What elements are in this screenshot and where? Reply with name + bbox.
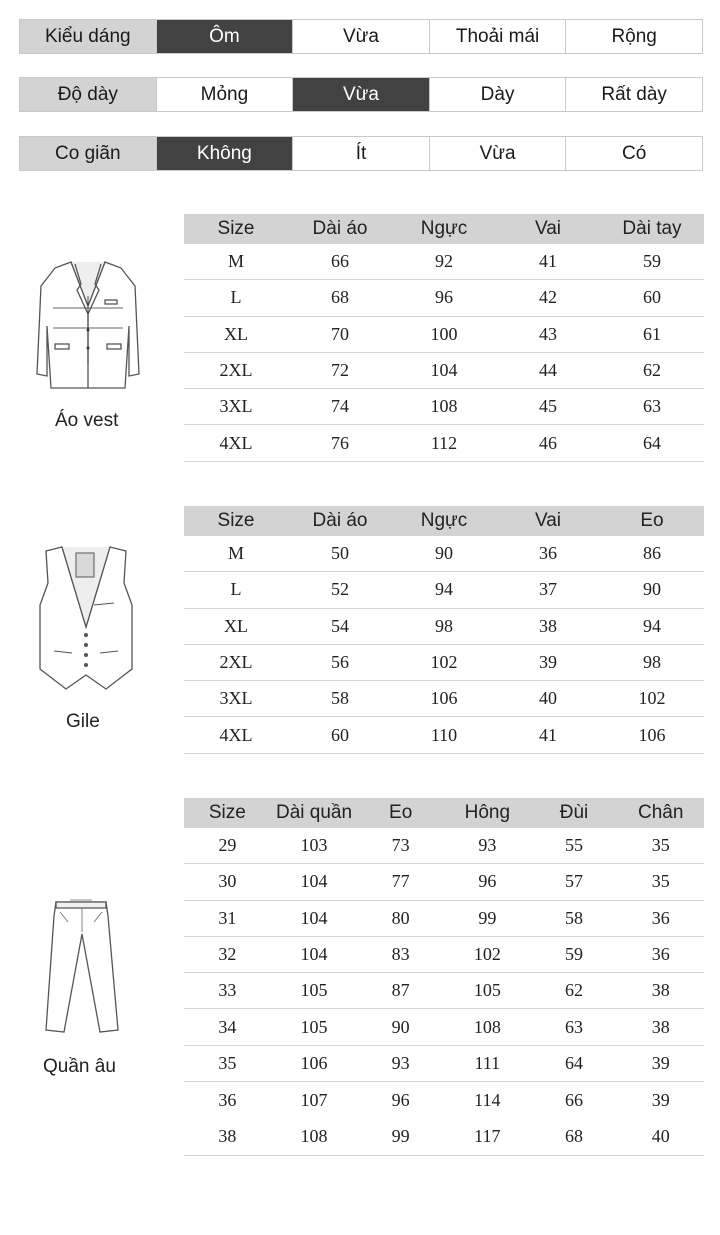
table-row xyxy=(184,681,704,717)
table-cell: 46 xyxy=(539,432,557,453)
table-cell: 111 xyxy=(474,1052,501,1073)
option-cell[interactable]: Có xyxy=(565,137,702,170)
header-cell: Chân xyxy=(637,802,684,823)
table-cell: 38 xyxy=(539,615,557,636)
table-cell: 41 xyxy=(539,724,557,745)
header-cell: Eo xyxy=(640,510,664,531)
table-cell: 96 xyxy=(435,287,453,308)
table-cell: 4XL xyxy=(219,724,253,745)
table-cell: 74 xyxy=(331,396,349,417)
table-row xyxy=(184,973,704,1009)
table-cell: 32 xyxy=(218,944,237,965)
table-row xyxy=(184,901,704,937)
table-row xyxy=(184,244,704,280)
table-cell: 108 xyxy=(300,1126,328,1147)
table-cell: 94 xyxy=(435,579,453,600)
header-cell: Ngực xyxy=(420,510,468,531)
table-cell: 72 xyxy=(331,360,349,381)
header-cell: Hông xyxy=(464,802,511,823)
table-cell: 60 xyxy=(643,287,661,308)
table-row xyxy=(184,317,704,353)
table-cell: 55 xyxy=(565,835,584,856)
table-cell: 36 xyxy=(539,543,557,564)
table-cell: 38 xyxy=(218,1126,237,1147)
table-cell: 87 xyxy=(391,980,410,1001)
table-row xyxy=(184,645,704,681)
table-cell: 73 xyxy=(391,835,410,856)
table-cell: 104 xyxy=(300,944,328,965)
table-cell: M xyxy=(227,543,244,564)
table-cell: 41 xyxy=(539,251,557,272)
gile-caption: Gile xyxy=(66,711,100,732)
table-row xyxy=(184,717,704,753)
header-cell: Đùi xyxy=(559,802,589,823)
table-row xyxy=(184,1046,704,1082)
table-row xyxy=(184,1118,704,1154)
table-header xyxy=(184,798,704,828)
option-cell[interactable]: Ôm xyxy=(156,20,293,53)
table-header xyxy=(184,214,704,244)
table-cell: 104 xyxy=(300,907,328,928)
attribute-label: Co giãn xyxy=(20,137,156,170)
table-cell: 64 xyxy=(565,1052,584,1073)
table-cell: 45 xyxy=(539,396,557,417)
table-cell: 50 xyxy=(331,543,349,564)
attribute-row-fit xyxy=(19,19,703,54)
table-cell: 3XL xyxy=(219,396,253,417)
header-cell: Size xyxy=(208,802,246,823)
table-cell: 31 xyxy=(218,907,237,928)
header-cell: Dài tay xyxy=(622,218,682,239)
table-cell: 36 xyxy=(651,907,670,928)
table-cell: 107 xyxy=(300,1089,328,1110)
table-cell: 4XL xyxy=(219,432,253,453)
attribute-row-stretch xyxy=(19,136,703,171)
attribute-label: Kiểu dáng xyxy=(20,20,156,53)
header-cell: Ngực xyxy=(420,218,468,239)
table-cell: 80 xyxy=(391,907,410,928)
table-row xyxy=(184,280,704,316)
table-cell: 2XL xyxy=(219,652,253,673)
attribute-row-thickness xyxy=(19,77,703,112)
pants-size-table xyxy=(184,798,704,1156)
table-cell: L xyxy=(230,287,242,308)
table-cell: 90 xyxy=(435,543,453,564)
table-cell: 39 xyxy=(651,1052,670,1073)
table-cell: 114 xyxy=(474,1089,501,1110)
table-cell: 102 xyxy=(473,944,501,965)
table-cell: 117 xyxy=(474,1126,501,1147)
table-cell: 68 xyxy=(331,287,349,308)
table-cell: XL xyxy=(224,323,248,344)
table-cell: 108 xyxy=(430,396,458,417)
table-cell: 62 xyxy=(565,980,584,1001)
table-cell: 63 xyxy=(643,396,661,417)
table-cell: 29 xyxy=(218,835,237,856)
table-cell: 36 xyxy=(218,1089,237,1110)
table-cell: 76 xyxy=(331,432,349,453)
table-cell: 40 xyxy=(651,1126,670,1147)
table-cell: 63 xyxy=(565,1016,584,1037)
table-cell: 105 xyxy=(473,980,501,1001)
table-cell: 106 xyxy=(300,1052,328,1073)
table-cell: 110 xyxy=(430,724,458,745)
table-cell: 90 xyxy=(391,1016,410,1037)
table-cell: 106 xyxy=(430,688,458,709)
table-cell: 36 xyxy=(651,944,670,965)
table-cell: 37 xyxy=(539,579,557,600)
table-cell: 70 xyxy=(331,323,349,344)
table-row xyxy=(184,389,704,425)
table-cell: 77 xyxy=(391,871,410,892)
table-cell: 83 xyxy=(391,944,410,965)
table-cell: 43 xyxy=(539,323,557,344)
table-cell: 54 xyxy=(331,615,349,636)
waistcoat-icon xyxy=(36,543,136,693)
table-row xyxy=(184,937,704,973)
table-cell: 66 xyxy=(565,1089,584,1110)
table-cell: 61 xyxy=(643,323,661,344)
table-row xyxy=(184,425,704,461)
vest-size-table xyxy=(184,214,704,462)
option-cell[interactable]: Vừa xyxy=(429,137,566,170)
table-cell: 42 xyxy=(539,287,557,308)
table-cell: 105 xyxy=(300,980,328,1001)
table-cell: 52 xyxy=(331,579,349,600)
table-cell: 90 xyxy=(643,579,661,600)
table-cell: L xyxy=(230,579,242,600)
table-cell: 66 xyxy=(331,251,349,272)
table-cell: XL xyxy=(224,615,248,636)
table-cell: 99 xyxy=(391,1126,410,1147)
table-cell: 98 xyxy=(435,615,453,636)
option-cell[interactable]: Rộng xyxy=(565,20,702,53)
table-cell: 3XL xyxy=(219,688,253,709)
vest-caption: Áo vest xyxy=(55,410,119,431)
gile-size-table xyxy=(184,506,704,754)
table-cell: 100 xyxy=(430,323,458,344)
table-cell: 103 xyxy=(300,835,328,856)
option-cell[interactable]: Dày xyxy=(429,78,566,111)
table-cell: 58 xyxy=(331,688,349,709)
table-row xyxy=(184,572,704,608)
pants-caption: Quần âu xyxy=(43,1056,116,1077)
option-cell[interactable]: Không xyxy=(156,137,293,170)
table-cell: 98 xyxy=(643,652,661,673)
table-cell: 2XL xyxy=(219,360,253,381)
table-cell: 96 xyxy=(478,871,497,892)
table-cell: 35 xyxy=(218,1052,237,1073)
table-cell: 60 xyxy=(331,724,349,745)
table-cell: 102 xyxy=(638,688,666,709)
table-row xyxy=(184,353,704,389)
table-cell: 62 xyxy=(643,360,661,381)
header-cell: Dài áo xyxy=(312,510,368,531)
table-cell: 68 xyxy=(565,1126,584,1147)
table-cell: 35 xyxy=(651,871,670,892)
header-cell: Eo xyxy=(389,802,413,823)
option-cell[interactable]: Mỏng xyxy=(156,78,293,111)
header-cell: Vai xyxy=(534,510,562,531)
table-header xyxy=(184,506,704,536)
table-cell: 44 xyxy=(539,360,557,381)
table-cell: 59 xyxy=(643,251,661,272)
option-cell[interactable]: Vừa xyxy=(292,20,429,53)
table-row xyxy=(184,828,704,864)
option-cell[interactable]: Rất dày xyxy=(565,78,702,111)
table-cell: 86 xyxy=(643,543,661,564)
table-cell: 39 xyxy=(651,1089,670,1110)
suit-jacket-icon xyxy=(33,256,143,396)
table-cell: 38 xyxy=(651,980,670,1001)
table-cell: 94 xyxy=(643,615,661,636)
table-cell: M xyxy=(227,251,244,272)
header-cell: Vai xyxy=(534,218,562,239)
table-cell: 105 xyxy=(300,1016,328,1037)
table-row xyxy=(184,609,704,645)
option-cell[interactable]: Thoải mái xyxy=(429,20,566,53)
table-cell: 33 xyxy=(218,980,237,1001)
header-cell: Size xyxy=(217,218,255,239)
table-cell: 96 xyxy=(391,1089,410,1110)
table-cell: 38 xyxy=(651,1016,670,1037)
table-cell: 35 xyxy=(651,835,670,856)
attribute-label: Độ dày xyxy=(20,78,156,111)
table-cell: 112 xyxy=(430,432,458,453)
option-cell[interactable]: Ít xyxy=(292,137,429,170)
table-row xyxy=(184,536,704,572)
table-cell: 104 xyxy=(430,360,458,381)
header-cell: Dài quần xyxy=(275,802,353,823)
table-cell: 59 xyxy=(565,944,584,965)
table-cell: 40 xyxy=(539,688,557,709)
table-cell: 93 xyxy=(478,835,497,856)
table-cell: 106 xyxy=(638,724,666,745)
table-cell: 30 xyxy=(218,871,237,892)
table-cell: 39 xyxy=(539,652,557,673)
table-cell: 99 xyxy=(478,907,497,928)
table-cell: 108 xyxy=(473,1016,501,1037)
header-cell: Size xyxy=(217,510,255,531)
table-row xyxy=(184,1082,704,1118)
header-cell: Dài áo xyxy=(312,218,368,239)
trousers-icon xyxy=(40,892,122,1038)
table-cell: 93 xyxy=(391,1052,410,1073)
option-cell[interactable]: Vừa xyxy=(292,78,429,111)
table-bottom-rule xyxy=(184,1155,704,1156)
table-cell: 102 xyxy=(430,652,458,673)
table-cell: 57 xyxy=(565,871,584,892)
table-cell: 56 xyxy=(331,652,349,673)
table-cell: 64 xyxy=(643,432,661,453)
table-cell: 34 xyxy=(218,1016,237,1037)
table-cell: 58 xyxy=(565,907,584,928)
table-row xyxy=(184,864,704,900)
table-cell: 92 xyxy=(435,251,453,272)
table-cell: 104 xyxy=(300,871,328,892)
table-row xyxy=(184,1009,704,1045)
